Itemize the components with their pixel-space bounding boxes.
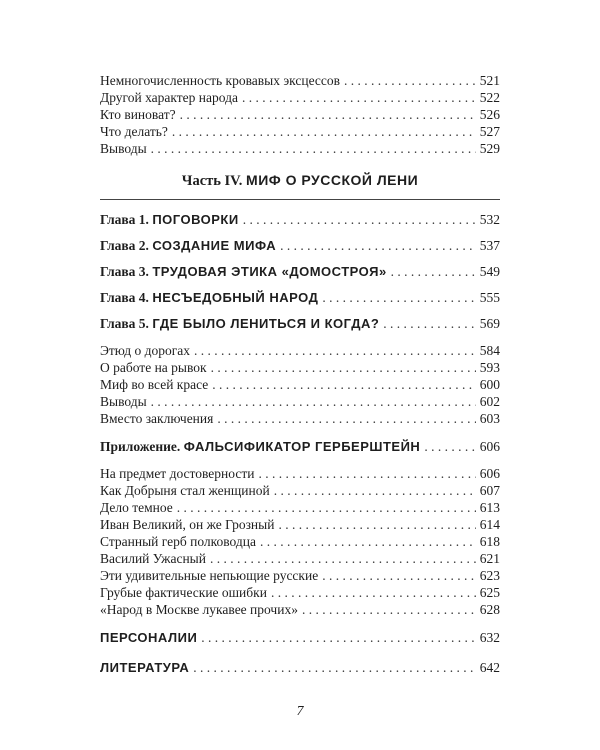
chapter-entry (100, 314, 500, 334)
section-entry (100, 359, 500, 376)
section-page: 584 (479, 343, 500, 358)
chapter-title: ГДЕ БЫЛО ЛЕНИТЬСЯ И КОГДА? (152, 316, 380, 331)
dot-leader (274, 482, 476, 499)
section-title: Грубые фактические ошибки (100, 585, 267, 600)
section-page: 593 (479, 360, 500, 375)
chapter-label: Глава 3. (100, 264, 149, 279)
chapter-title: ТРУДОВАЯ ЭТИКА «ДОМОСТРОЯ» (152, 264, 387, 279)
section-page: 623 (479, 568, 500, 583)
chapter-label: Глава 4. (100, 290, 149, 305)
chapter-page: 549 (479, 264, 500, 279)
toc-entry-page: 527 (479, 124, 500, 139)
section-entry (100, 550, 500, 567)
section-title: Василий Ужасный (100, 551, 206, 566)
dot-leader (322, 567, 476, 584)
section-page: 606 (479, 466, 500, 481)
dot-leader (258, 465, 475, 482)
dot-leader (194, 342, 476, 359)
toc-entry (100, 123, 500, 140)
toc-entry-page: 522 (479, 90, 500, 105)
chapter-title: НЕСЪЕДОБНЫЙ НАРОД (152, 290, 319, 305)
section-entry (100, 499, 500, 516)
section-title: Выводы (100, 394, 147, 409)
section-entry (100, 342, 500, 359)
persons-entry (100, 628, 500, 648)
dot-leader (210, 550, 476, 567)
section-entry (100, 584, 500, 601)
toc-entry (100, 106, 500, 123)
chapter-label: Глава 5. (100, 316, 149, 331)
dot-leader (391, 262, 476, 282)
section-entry (100, 516, 500, 533)
literature-entry (100, 658, 500, 678)
chapter-label: Глава 1. (100, 212, 149, 227)
section-page: 621 (479, 551, 500, 566)
section-page: 628 (479, 602, 500, 617)
dot-leader (172, 123, 476, 140)
chapter-entry (100, 288, 500, 308)
toc-entry-title: Выводы (100, 141, 147, 156)
dot-leader (383, 314, 475, 334)
toc-entry-page: 529 (479, 141, 500, 156)
chapter-entry (100, 262, 500, 282)
section-title: Дело темное (100, 500, 173, 515)
section-title: Иван Великий, он же Грозный (100, 517, 275, 532)
section-entry (100, 533, 500, 550)
toc-entry-page: 521 (479, 73, 500, 88)
dot-leader (177, 499, 476, 516)
dot-leader (151, 140, 476, 157)
section-entry (100, 482, 500, 499)
part-title: МИФ О РУССКОЙ ЛЕНИ (246, 172, 419, 188)
dot-leader (271, 584, 476, 601)
dot-leader (302, 601, 476, 618)
dot-leader (193, 658, 475, 678)
dot-leader (424, 437, 475, 457)
dot-leader (201, 628, 475, 648)
toc-entry-title: Другой характер народа (100, 90, 238, 105)
appendix-label: Приложение. (100, 439, 181, 454)
chapter-label: Глава 2. (100, 238, 149, 253)
literature-page: 642 (479, 660, 500, 675)
toc-entry (100, 72, 500, 89)
section-entry (100, 465, 500, 482)
chapter-title: СОЗДАНИЕ МИФА (152, 238, 277, 253)
section-title: Этюд о дорогах (100, 343, 190, 358)
section-page: 614 (479, 517, 500, 532)
dot-leader (280, 236, 476, 256)
dot-leader (322, 288, 475, 308)
appendix-page: 606 (479, 439, 500, 454)
section-entry (100, 601, 500, 618)
dot-leader (151, 393, 476, 410)
toc-entry-title: Кто виноват? (100, 107, 176, 122)
section-title: Странный герб полководца (100, 534, 256, 549)
chapter-page: 537 (479, 238, 500, 253)
section-entry (100, 393, 500, 410)
literature-title: ЛИТЕРАТУРА (100, 660, 190, 675)
section-title: Как Добрыня стал женщиной (100, 483, 270, 498)
section-entry (100, 567, 500, 584)
section-page: 603 (479, 411, 500, 426)
dot-leader (278, 516, 475, 533)
toc-entry-title: Что делать? (100, 124, 168, 139)
divider (100, 199, 500, 200)
appendix-title: ФАЛЬСИФИКАТОР ГЕРБЕРШТЕЙН (183, 439, 421, 454)
chapter-page: 532 (479, 212, 500, 227)
toc-entry-title: Немногочисленность кровавых эксцессов (100, 73, 341, 88)
dot-leader (211, 359, 476, 376)
section-title: О работе на рывок (100, 360, 207, 375)
chapter-entry (100, 236, 500, 256)
appendix-entry (100, 437, 500, 457)
section-page: 607 (479, 483, 500, 498)
chapter-page: 555 (479, 290, 500, 305)
section-title: Миф во всей красе (100, 377, 209, 392)
chapter-page: 569 (479, 316, 500, 331)
section-title: Вместо заключения (100, 411, 214, 426)
chapter-entry (100, 210, 500, 230)
dot-leader (260, 533, 476, 550)
section-entry (100, 410, 500, 427)
dot-leader (217, 410, 475, 427)
section-page: 602 (479, 394, 500, 409)
dot-leader (344, 72, 476, 89)
toc-entry-page: 526 (479, 107, 500, 122)
toc-entry (100, 140, 500, 157)
dot-leader (212, 376, 475, 393)
persons-title: ПЕРСОНАЛИИ (100, 630, 198, 645)
toc-entry (100, 89, 500, 106)
persons-page: 632 (479, 630, 500, 645)
section-page: 625 (479, 585, 500, 600)
dot-leader (180, 106, 476, 123)
section-entry (100, 376, 500, 393)
section-title: На предмет достоверности (100, 466, 255, 481)
chapter-title: ПОГОВОРКИ (152, 212, 239, 227)
section-title: Эти удивительные непьющие русские (100, 568, 319, 583)
part-heading (100, 167, 500, 193)
part-prefix: Часть IV. (181, 173, 243, 189)
section-title: «Народ в Москве лукавее прочих» (100, 602, 298, 617)
page-number: 7 (296, 704, 304, 719)
dot-leader (243, 210, 476, 230)
table-of-contents (100, 72, 500, 678)
section-page: 618 (479, 534, 500, 549)
section-page: 600 (479, 377, 500, 392)
dot-leader (242, 89, 476, 106)
section-page: 613 (479, 500, 500, 515)
